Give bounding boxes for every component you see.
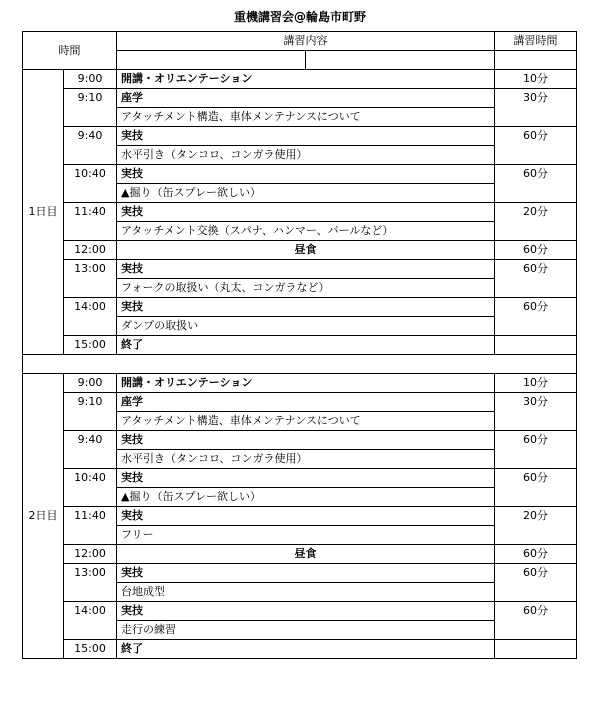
schedule-row: [23, 507, 577, 526]
time-cell: 9:00: [64, 374, 117, 393]
session-detail: アタッチメント構造、車体メンテナンスについて: [117, 108, 495, 127]
time-cell: 15:00: [64, 640, 117, 659]
schedule-row: [23, 203, 577, 222]
session-title: 実技: [117, 564, 495, 583]
duration-subheader: [495, 51, 577, 70]
session-detail: フォークの取扱い（丸太、コンガラなど）: [117, 279, 495, 298]
time-cell: 9:40: [64, 431, 117, 469]
schedule-table: [22, 31, 577, 659]
session-title: 実技: [117, 260, 495, 279]
time-header: 時間: [23, 32, 117, 70]
time-cell: 14:00: [64, 602, 117, 640]
time-cell: 13:00: [64, 564, 117, 602]
time-cell: 15:00: [64, 336, 117, 355]
duration-cell: [495, 336, 577, 355]
session-title: 実技: [117, 507, 495, 526]
session-detail: アタッチメント交換（スパナ、ハンマー、バールなど）: [117, 222, 495, 241]
duration-cell: 60分: [495, 469, 577, 507]
duration-cell: 20分: [495, 507, 577, 545]
duration-cell: 20分: [495, 203, 577, 241]
day-separator: [23, 355, 577, 374]
session-detail: 台地成型: [117, 583, 495, 602]
session-detail: フリー: [117, 526, 495, 545]
duration-cell: 60分: [495, 241, 577, 260]
duration-cell: 60分: [495, 165, 577, 203]
content-subheader-right: [306, 51, 495, 70]
duration-cell: 10分: [495, 70, 577, 89]
schedule-row: [23, 241, 577, 260]
schedule-row: [23, 564, 577, 583]
schedule-row: [23, 165, 577, 184]
duration-header: 講習時間: [495, 32, 577, 51]
session-detail: 水平引き（タンコロ、コンガラ使用）: [117, 146, 495, 165]
time-cell: 11:40: [64, 507, 117, 545]
schedule-row: [23, 602, 577, 621]
session-detail: ▲掘り（缶スプレー欲しい）: [117, 488, 495, 507]
session-title: 座学: [117, 89, 495, 108]
duration-cell: [495, 640, 577, 659]
lunch-cell: 昼食: [117, 241, 495, 260]
duration-cell: 60分: [495, 431, 577, 469]
session-detail: アタッチメント構造、車体メンテナンスについて: [117, 412, 495, 431]
schedule-row: [23, 70, 577, 89]
document-title: 重機講習会@輪島市町野: [233, 10, 366, 24]
time-cell: 10:40: [64, 165, 117, 203]
lunch-cell: 昼食: [117, 545, 495, 564]
duration-cell: 60分: [495, 298, 577, 336]
session-title: 実技: [117, 469, 495, 488]
session-title: 開講・オリエンテーション: [117, 374, 495, 393]
session-title: 終了: [117, 336, 495, 355]
session-title: 実技: [117, 203, 495, 222]
session-title: 実技: [117, 127, 495, 146]
session-detail: 水平引き（タンコロ、コンガラ使用）: [117, 450, 495, 469]
session-detail: ダンプの取扱い: [117, 317, 495, 336]
time-cell: 12:00: [64, 241, 117, 260]
day-separator-row: [23, 355, 577, 374]
content-header: 講習内容: [117, 32, 495, 51]
session-title: 実技: [117, 602, 495, 621]
schedule-row: [23, 640, 577, 659]
schedule-row: [23, 260, 577, 279]
duration-cell: 10分: [495, 374, 577, 393]
session-title: 開講・オリエンテーション: [117, 70, 495, 89]
duration-cell: 60分: [495, 127, 577, 165]
session-title: 実技: [117, 431, 495, 450]
session-title: 終了: [117, 640, 495, 659]
duration-cell: 60分: [495, 545, 577, 564]
schedule-row: [23, 89, 577, 108]
schedule-body: [23, 32, 577, 659]
session-detail: 走行の練習: [117, 621, 495, 640]
day-label: 2日目: [23, 374, 64, 659]
duration-cell: 60分: [495, 260, 577, 298]
duration-cell: 30分: [495, 89, 577, 127]
time-cell: 10:40: [64, 469, 117, 507]
schedule-row: [23, 545, 577, 564]
duration-cell: 30分: [495, 393, 577, 431]
time-cell: 12:00: [64, 545, 117, 564]
day-label: 1日目: [23, 70, 64, 355]
session-title: 実技: [117, 165, 495, 184]
header-row: [23, 32, 577, 51]
time-cell: 11:40: [64, 203, 117, 241]
duration-cell: 60分: [495, 602, 577, 640]
time-cell: 13:00: [64, 260, 117, 298]
content-subheader-left: [117, 51, 306, 70]
schedule-row: [23, 393, 577, 412]
time-cell: 14:00: [64, 298, 117, 336]
time-cell: 9:40: [64, 127, 117, 165]
time-cell: 9:10: [64, 89, 117, 127]
schedule-row: [23, 431, 577, 450]
schedule-row: [23, 469, 577, 488]
session-title: 実技: [117, 298, 495, 317]
schedule-row: [23, 127, 577, 146]
time-cell: 9:00: [64, 70, 117, 89]
schedule-row: [23, 336, 577, 355]
schedule-row: [23, 374, 577, 393]
session-detail: ▲掘り（缶スプレー欲しい）: [117, 184, 495, 203]
time-cell: 9:10: [64, 393, 117, 431]
session-title: 座学: [117, 393, 495, 412]
schedule-row: [23, 298, 577, 317]
duration-cell: 60分: [495, 564, 577, 602]
